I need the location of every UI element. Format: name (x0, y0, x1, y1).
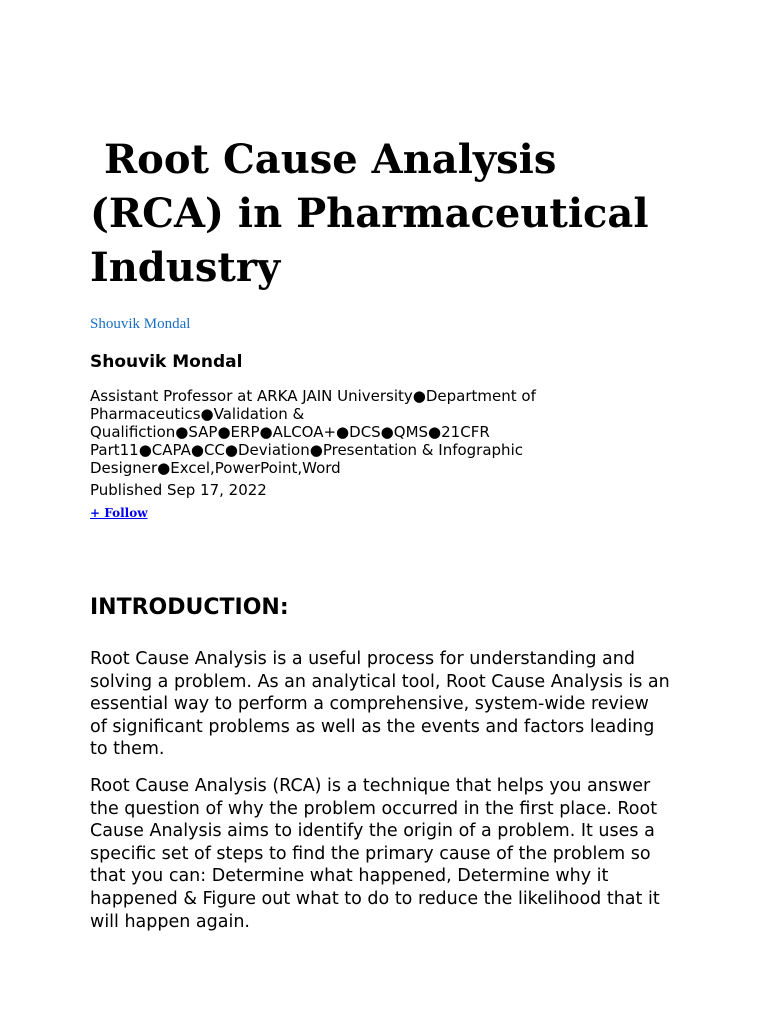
author-link[interactable]: Shouvik Mondal (90, 316, 191, 332)
intro-paragraph-2: Root Cause Analysis (RCA) is a technique that helps you answer the question of why the problem occurred in the first place. Root Cause Analysis aims to identify the origin of a problem. It uses a specific set of steps to find the primary cause of the problem so that you can: Determine what happened, Determine why it happened & Figure out what to do to reduce the likelihood that it will happen again. (90, 775, 660, 932)
article-title: Root Cause Analysis (RCA) in Pharmaceutical Industry (90, 136, 663, 291)
intro-paragraph-1: Root Cause Analysis is a useful process for understanding and solving a problem. As an analytical tool, Root Cause Analysis is an essential way to perform a comprehensive, system-wide review of significant problems as well as the events and factors leading to them. (90, 649, 670, 760)
follow-button[interactable]: + Follow (90, 506, 148, 520)
author-name: Shouvik Mondal (90, 352, 243, 372)
section-heading: INTRODUCTION: (90, 595, 289, 620)
article (90, 133, 680, 933)
author-bio: Assistant Professor at ARKA JAIN University●Department of Pharmaceutics●Validation & Qualifiction●SAP●ERP●ALCOA+●DCS●QMS●21CFR Part11●CAPA●CC●Deviation●Presentation & Infographic Designer●Excel,PowerPoint,Word (90, 387, 536, 477)
published-date: Published Sep 17, 2022 (90, 481, 267, 499)
